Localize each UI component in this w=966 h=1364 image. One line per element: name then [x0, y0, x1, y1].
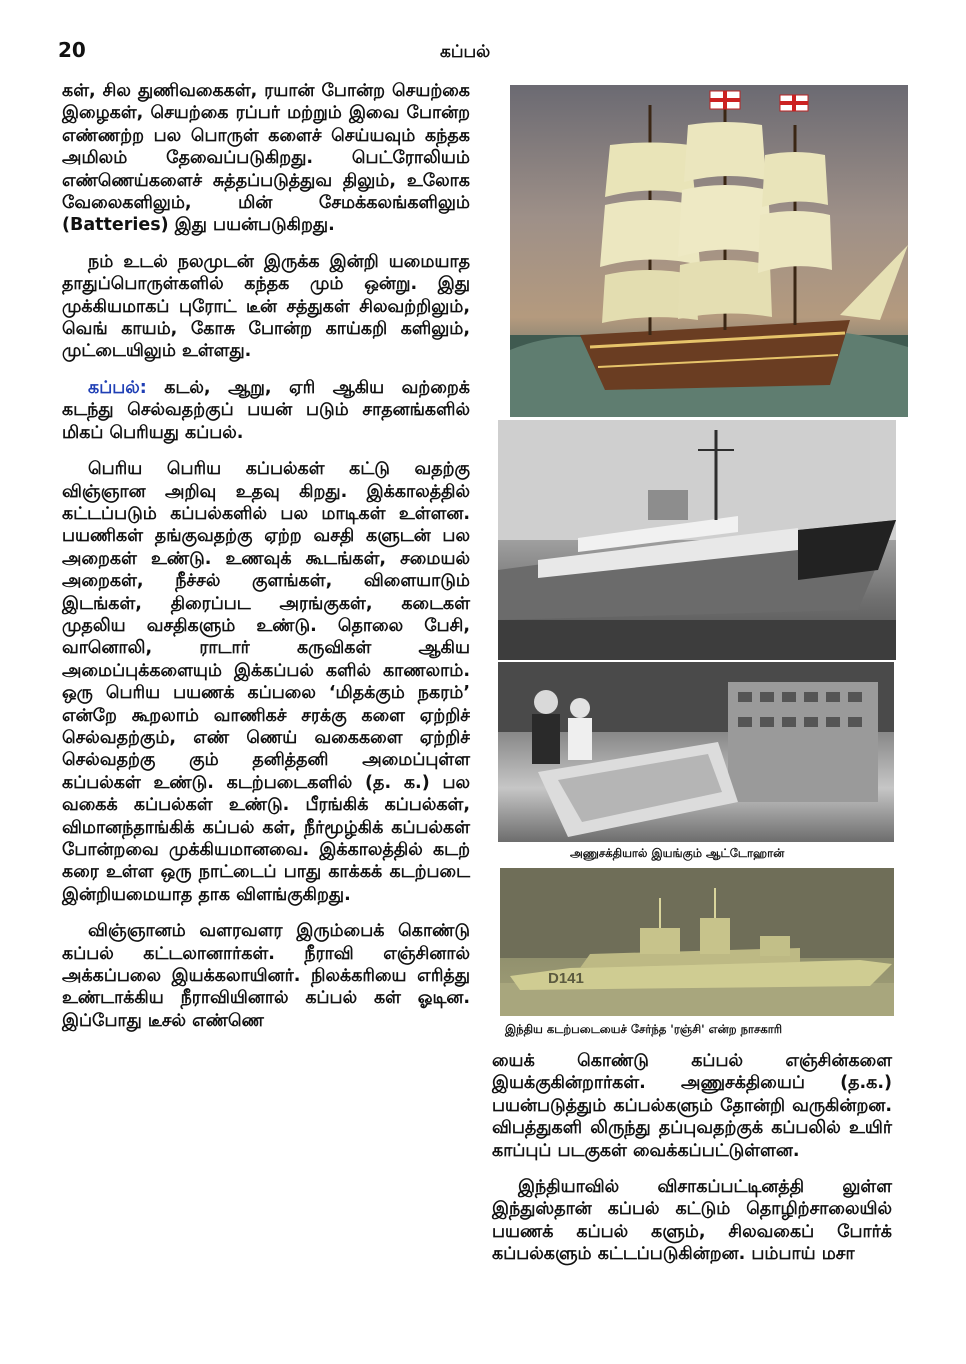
- sailing-ship-image: [510, 85, 908, 417]
- term-heading: கப்பல்:: [88, 377, 147, 398]
- passenger-liner-image: [498, 420, 896, 660]
- left-column: [62, 80, 470, 1046]
- navy-destroyer-image: [500, 868, 894, 1016]
- paragraph-text: கடல், ஆறு, ஏரி ஆகிய வற்றைக் கடந்து செல்வதற்குப் பயன் படும் சாதனங்களில் மிகப் பெரியது கப்பல்.: [62, 377, 470, 443]
- right-column: [492, 1050, 892, 1280]
- paragraph-ship-definition: [62, 377, 470, 444]
- navy-destroyer-caption: இந்திய கடற்படையைச் சேர்ந்த 'ரஞ்சி' என்ற நாசகாரி: [505, 1022, 783, 1036]
- control-room-image: [498, 662, 894, 842]
- paragraph: விஞ்ஞானம் வளரவளர இரும்பைக் கொண்டு கப்பல் கட்டலானார்கள். நீராவி எஞ்சினால் அக்கப்பலை இயக்கலாயினர். நிலக்கரியை எரித்து உண்டாக்கிய நீராவியினால் கப்பல் கள் ஓடின. இப்போது டீசல் எண்ணெ: [62, 921, 470, 1031]
- paragraph: நம் உடல் நலமுடன் இருக்க இன்றி யமையாத தாதுப்பொருள்களில் கந்தக மும் ஒன்று. இது முக்கியமாகப் புரோட் டீன் சத்துகள் சிலவற்றிலும், வெங் காயம், கோசு போன்ற காய்கறி களிலும், முட்டையிலும் உள்ளது.: [62, 251, 470, 362]
- hull-number-text: D141: [548, 970, 584, 987]
- running-head: கப்பல்: [440, 42, 491, 62]
- paragraph: கள், சில துணிவகைகள், ரயான் போன்ற செயற்கை இழைகள், செயற்கை ரப்பர் மற்றும் இவை போன்ற எண்ணற்ற பல பொருள் களைச் செய்யவும் கந்தக அமிலம் தேவைப்படுகிறது. பெட்ரோலியம் எண்ணெய்களைச் சுத்தப்படுத்துவ திலும், உலோக வேலைகளிலும், மின் சேமக்கலங்களிலும் (Batteries) இது பயன்படுகிறது.: [62, 81, 470, 236]
- paragraph: யைக் கொண்டு கப்பல் எஞ்சின்களை இயக்குகின்றார்கள். அணுசக்தியைப் (த.க.) பயன்படுத்தும் கப்பல்களும் தோன்றி வருகின்றன. விபத்துகளி லிருந்து தப்புவதற்குக் கப்பலில் உயிர் காப்புப் படகுகள் வைக்கப்பட்டுள்ளன.: [492, 1051, 892, 1161]
- page-number: 20: [58, 38, 86, 62]
- paragraph: பெரிய பெரிய கப்பல்கள் கட்டு வதற்கு விஞ்ஞான அறிவு உதவு கிறது. இக்காலத்தில் கட்டப்படும் கப்பல்களில் பல மாடிகள் உள்ளன. பயணிகள் தங்குவதற்கு ஏற்ற வசதி களுடன் பல அறைகள் உண்டு. உணவுக் கூடங்கள், சமையல் அறைகள், நீச்சல் குளங்கள், விளையாடும் இடங்கள், திரைப்பட அரங்குகள், கடைகள் முதலிய வசதிகளும் உண்டு. தொலை பேசி, வானொலி, ராடார் கருவிகள் ஆகிய அமைப்புக்களையும் இக்கப்பல் களில் காணலாம். ஒரு பெரிய பயணக் கப்பலை ‘மிதக்கும் நகரம்’ என்றே கூறலாம் வாணிகச் சரக்கு களை ஏற்றிச் செல்வதற்கும், எண் ணெய் வகைகளை ஏற்றிச் செல்வதற்கு கும் தனித்தனி அமைப்புள்ள கப்பல்கள் உண்டு. கடற்படைகளில் (த. க.) பல வகைக் கப்பல்கள் உண்டு. பீரங்கிக் கப்பல்கள், விமானந்தாங்கிக் கப்பல் கள், நீர்மூழ்கிக் கப்பல்கள் போன்றவை முக்கியமானவை. இக்காலத்தில் கடற் கரை உள்ள ஒரு நாட்டைப் பாது காக்கக் கடற்படை இன்றியமையாத தாக விளங்குகிறது.: [62, 459, 470, 905]
- control-room-caption: அணுசக்தியால் இயங்கும் ஆட்டோஹான்: [570, 846, 785, 860]
- paragraph: இந்தியாவில் விசாகப்பட்டினத்தி லுள்ள இந்துஸ்தான் கப்பல் கட்டும் தொழிற்சாலையில் பயணக் கப்பல் களும், சிலவகைப் போர்க் கப்பல்களும் கட்டப்படுகின்றன. பம்பாய் மசா: [492, 1177, 892, 1265]
